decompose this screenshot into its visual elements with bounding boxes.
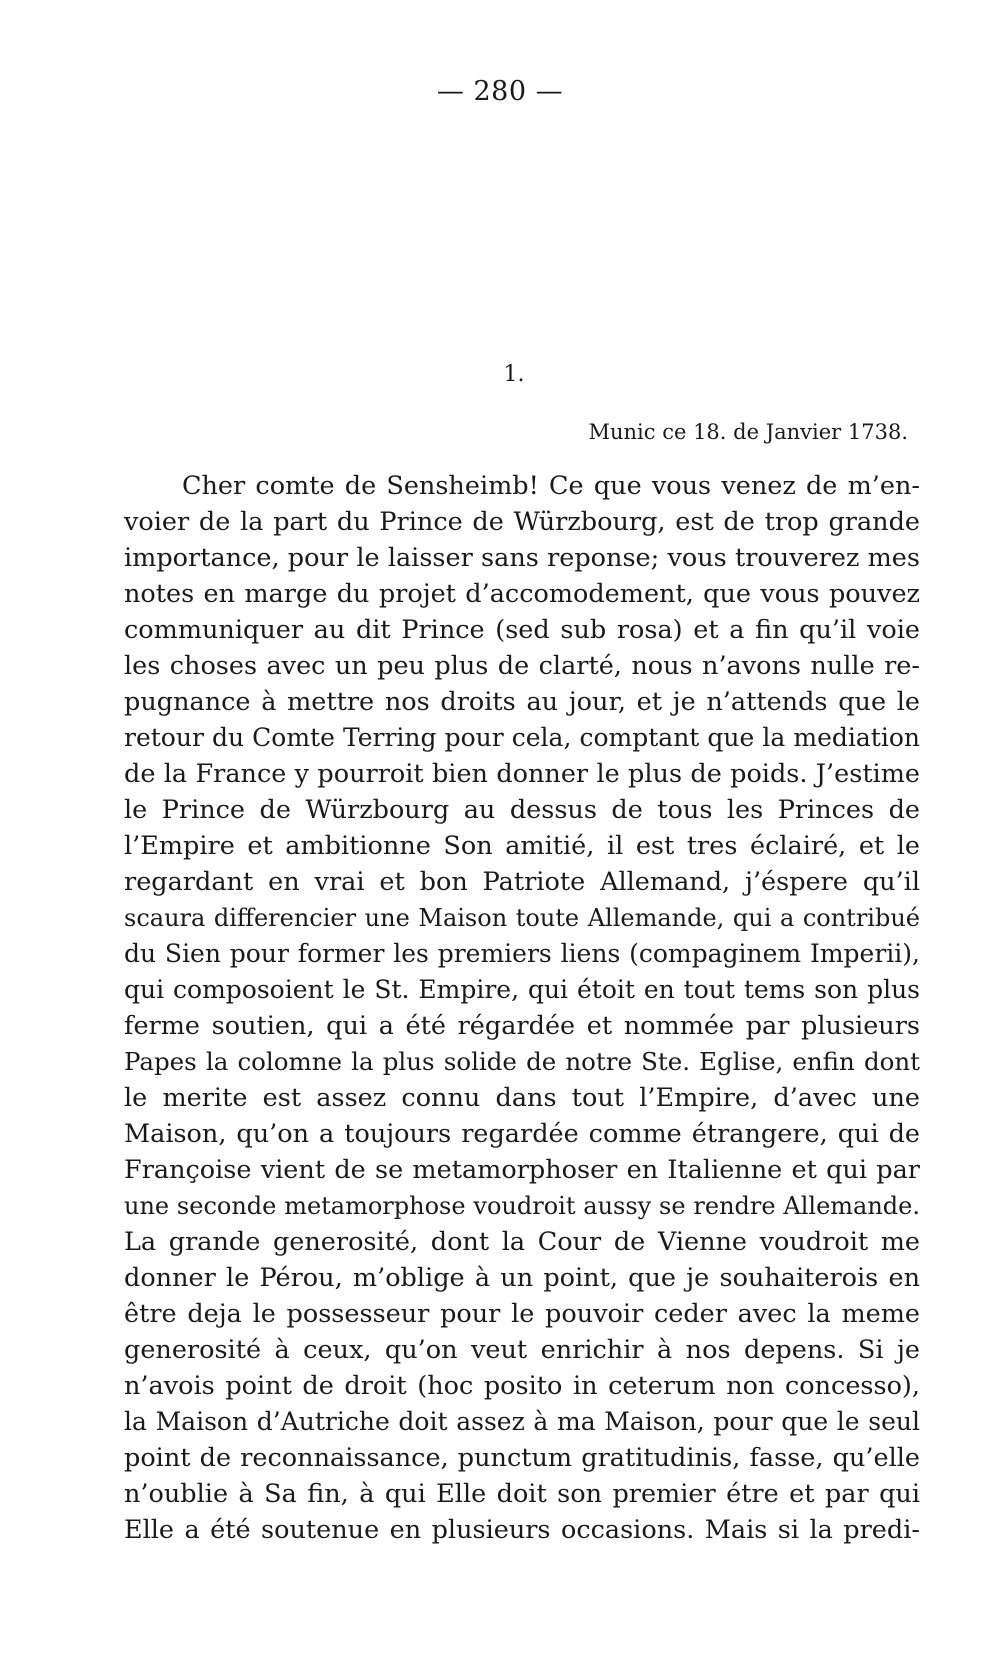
letter-number: 1. bbox=[503, 362, 525, 387]
text-line: le Prince de Würzbourg au dessus de tous les Princes de bbox=[124, 795, 920, 825]
page-number: — 280 — bbox=[436, 76, 564, 107]
text-line: point de reconnaissance, punctum gratitudinis, fasse, qu’elle bbox=[124, 1443, 920, 1473]
text-line: scaura differencier une Maison toute Allemande, qui a contribué bbox=[124, 904, 920, 932]
text-line: Cher comte de Sensheimb! Ce que vous venez de m’en- bbox=[182, 471, 920, 501]
text-line: importance, pour le laisser sans reponse; vous trouverez mes bbox=[124, 543, 920, 573]
text-line: être deja le possesseur pour le pouvoir ceder avec la meme bbox=[124, 1299, 920, 1329]
text-line: Françoise vient de se metamorphoser en Italienne et qui par bbox=[124, 1155, 920, 1185]
text-line: une seconde metamorphose voudroit aussy se rendre Allemande. bbox=[124, 1192, 920, 1220]
text-line: Elle a été soutenue en plusieurs occasions. Mais si la predi- bbox=[124, 1515, 920, 1545]
text-line: voier de la part du Prince de Würzbourg, est de trop grande bbox=[124, 507, 920, 537]
text-line: pugnance à mettre nos droits au jour, et je n’attends que le bbox=[124, 687, 920, 717]
text-line: l’Empire et ambitionne Son amitié, il est tres éclairé, et le bbox=[124, 831, 920, 861]
text-line: retour du Comte Terring pour cela, comptant que la mediation bbox=[124, 723, 920, 752]
text-line: n’oublie à Sa fin, à qui Elle doit son premier étre et par qui bbox=[124, 1479, 920, 1509]
text-line: La grande generosité, dont la Cour de Vienne voudroit me bbox=[124, 1227, 920, 1257]
text-line: les choses avec un peu plus de clarté, nous n’avons nulle re- bbox=[124, 651, 920, 681]
text-line: qui composoient le St. Empire, qui étoit en tout tems son plus bbox=[124, 975, 920, 1004]
text-line: la Maison d’Autriche doit assez à ma Maison, pour que le seul bbox=[124, 1407, 920, 1436]
letter-body bbox=[124, 468, 920, 1548]
text-line: notes en marge du projet d’accomodement, que vous pouvez bbox=[124, 579, 920, 609]
text-line: Maison, qu’on a toujours regardée comme étrangere, qui de bbox=[124, 1119, 920, 1149]
text-line: Papes la colomne la plus solide de notre Ste. Eglise, enfin dont bbox=[124, 1047, 920, 1076]
text-line: communiquer au dit Prince (sed sub rosa) et a fin qu’il voie bbox=[124, 615, 920, 645]
text-line: donner le Pérou, m’oblige à un point, que je souhaiterois en bbox=[124, 1263, 920, 1293]
text-line: de la France y pourroit bien donner le plus de poids. J’estime bbox=[124, 759, 920, 789]
dateline: Munic ce 18. de Janvier 1738. bbox=[588, 420, 908, 444]
text-line: ferme soutien, qui a été régardée et nommée par plusieurs bbox=[124, 1011, 920, 1041]
text-line: du Sien pour former les premiers liens (compaginem Imperii), bbox=[124, 939, 920, 968]
text-line: le merite est assez connu dans tout l’Empire, d’avec une bbox=[124, 1083, 920, 1113]
text-line: n’avois point de droit (hoc posito in ceterum non concesso), bbox=[124, 1371, 920, 1401]
text-line: regardant en vrai et bon Patriote Allemand, j’éspere qu’il bbox=[124, 867, 920, 897]
text-line: generosité à ceux, qu’on veut enrichir à nos depens. Si je bbox=[124, 1335, 920, 1365]
